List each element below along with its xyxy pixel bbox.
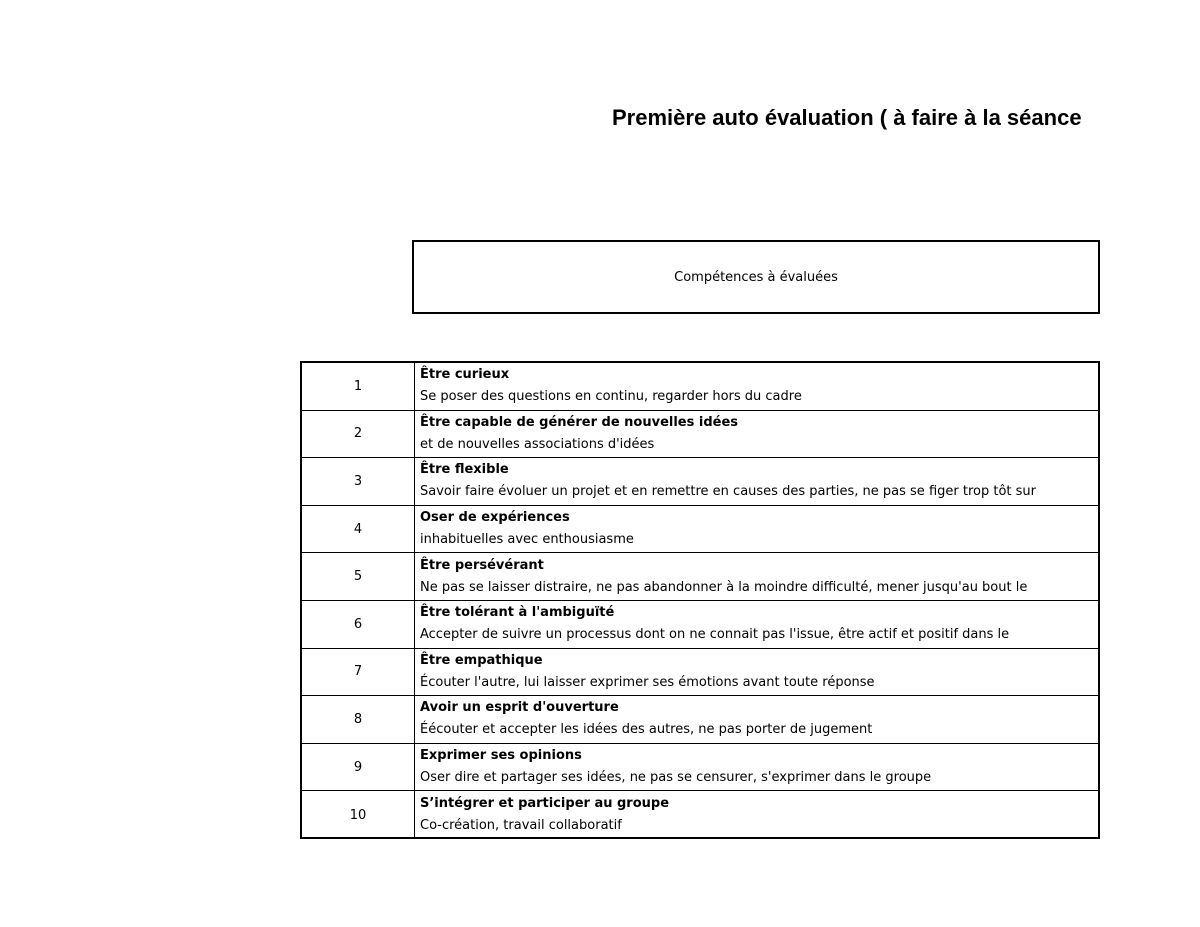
skill-detail: Éécouter et accepter les idées des autres, ne pas porter de jugement <box>420 722 873 738</box>
skill-title: Être tolérant à l'ambiguïté <box>420 605 615 621</box>
skill-title: Exprimer ses opinions <box>420 748 582 764</box>
table-row <box>302 696 1098 744</box>
skill-title: S’intégrer et participer au groupe <box>420 796 670 812</box>
table-row <box>302 458 1098 506</box>
table-row <box>302 553 1098 601</box>
skill-detail: Savoir faire évoluer un projet et en remettre en causes des parties, ne pas se figer trop tôt sur <box>420 484 1036 500</box>
table-row <box>302 649 1098 697</box>
row-description <box>415 744 1098 791</box>
row-number: 3 <box>302 458 415 505</box>
skill-detail: Ne pas se laisser distraire, ne pas abandonner à la moindre difficulté, mener jusqu'au bout le <box>420 579 1028 595</box>
row-number: 1 <box>302 363 415 410</box>
skill-title: Oser de expériences <box>420 510 570 526</box>
row-number: 5 <box>302 553 415 600</box>
table-row <box>302 601 1098 649</box>
table-row <box>302 744 1098 792</box>
skill-title: Avoir un esprit d'ouverture <box>420 700 619 716</box>
row-number: 10 <box>302 791 415 839</box>
skill-detail: Écouter l'autre, lui laisser exprimer ses émotions avant toute réponse <box>420 674 875 690</box>
row-description <box>415 696 1098 743</box>
skill-title: Être empathique <box>420 652 543 668</box>
skill-title: Être persévérant <box>420 557 544 573</box>
table-row <box>302 791 1098 839</box>
row-description <box>415 601 1098 648</box>
table-row <box>302 363 1098 411</box>
row-description <box>415 363 1098 410</box>
row-number: 2 <box>302 411 415 458</box>
skill-detail: Oser dire et partager ses idées, ne pas se censurer, s'exprimer dans le groupe <box>420 770 932 786</box>
row-description <box>415 411 1098 458</box>
skill-detail: Accepter de suivre un processus dont on ne connait pas l'issue, être actif et positif dans le <box>420 627 1010 643</box>
skill-detail: Co-création, travail collaboratif <box>420 818 622 834</box>
row-number: 6 <box>302 601 415 648</box>
row-description <box>415 791 1098 839</box>
skill-detail: et de nouvelles associations d'idées <box>420 436 655 452</box>
skill-title: Être curieux <box>420 367 510 383</box>
competences-table <box>300 361 1100 839</box>
row-number: 8 <box>302 696 415 743</box>
row-description <box>415 553 1098 600</box>
skill-detail: inhabituelles avec enthousiasme <box>420 532 634 548</box>
page-title: Première auto évaluation ( à faire à la séance <box>612 105 1082 130</box>
skill-detail: Se poser des questions en continu, regarder hors du cadre <box>420 389 802 405</box>
skill-title: Être flexible <box>420 462 509 478</box>
row-number: 9 <box>302 744 415 791</box>
competences-header <box>412 240 1100 314</box>
row-number: 7 <box>302 649 415 696</box>
table-row <box>302 506 1098 554</box>
skill-title: Être capable de générer de nouvelles idées <box>420 414 739 430</box>
row-description <box>415 649 1098 696</box>
row-number: 4 <box>302 506 415 553</box>
row-description <box>415 506 1098 553</box>
row-description <box>415 458 1098 505</box>
competences-header-label: Compétences à évaluées <box>674 269 838 285</box>
table-row <box>302 411 1098 459</box>
